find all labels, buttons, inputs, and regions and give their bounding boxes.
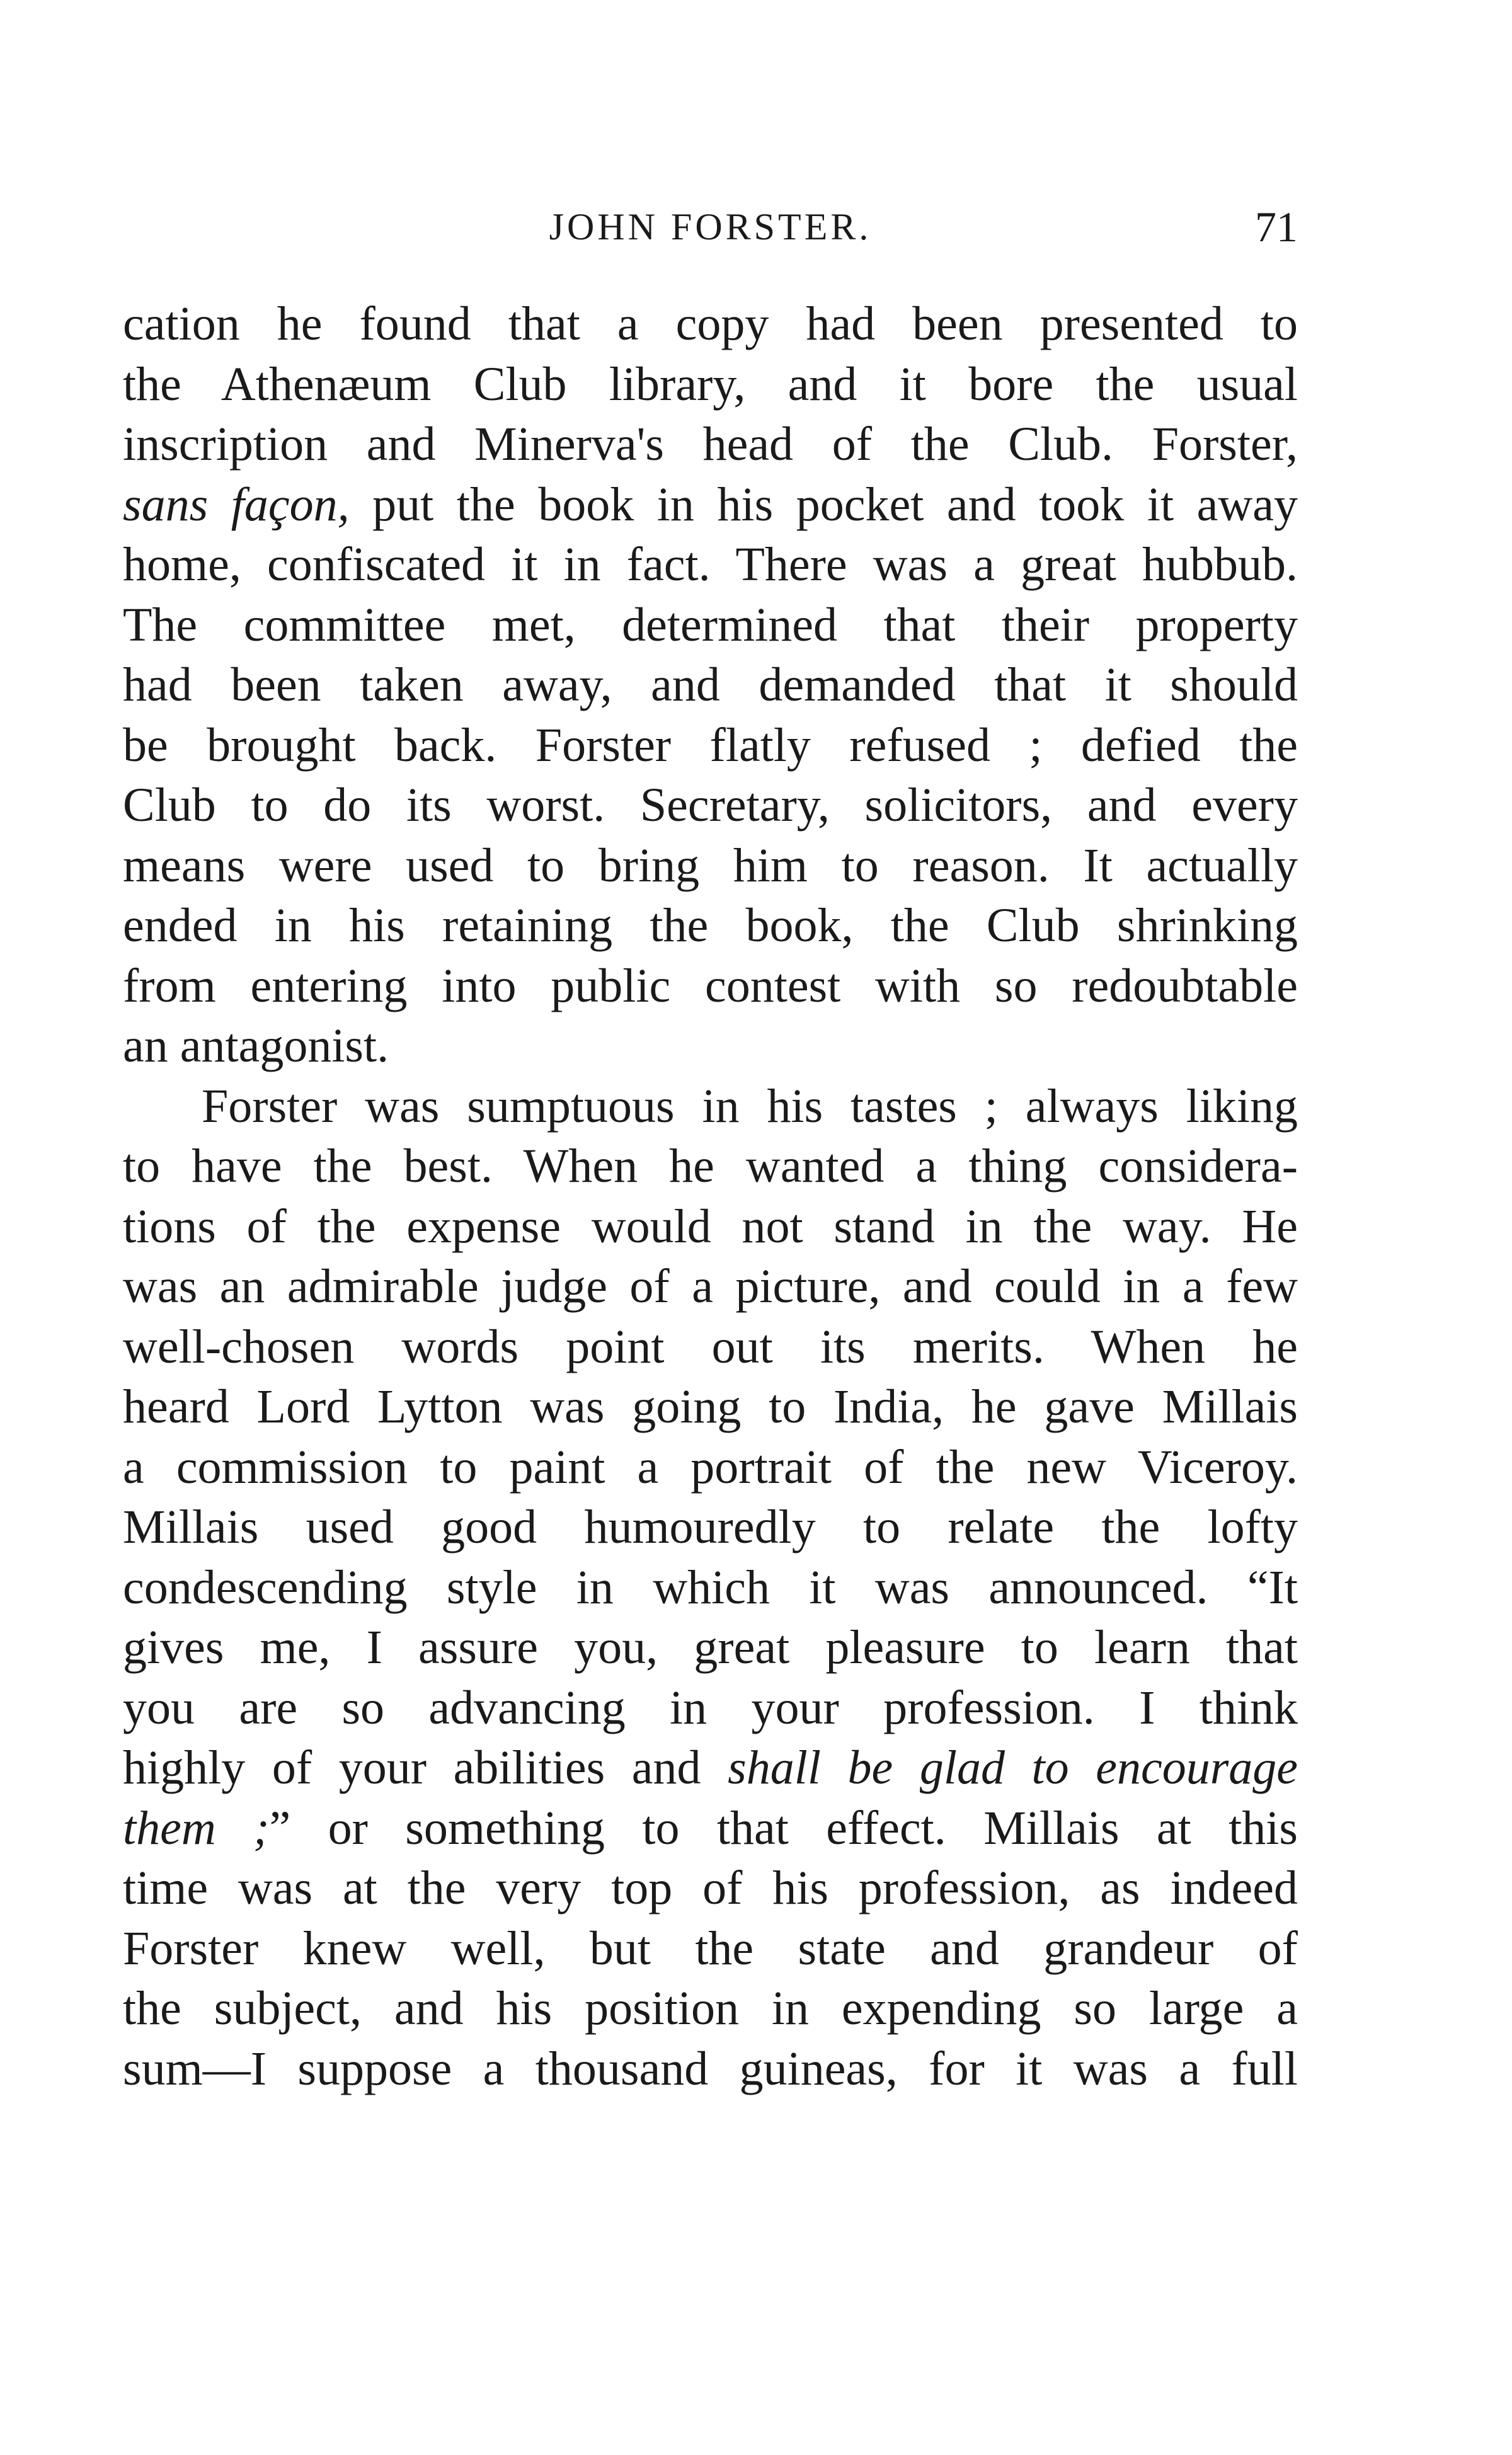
text-line: the Athenæum Club library, and it bore the usual <box>123 357 1298 411</box>
running-head <box>123 198 1298 255</box>
text-line: condescending style in which it was announced. “It <box>123 1560 1298 1614</box>
text-line: sum—I suppose a thousand guineas, for it was a full <box>123 2042 1298 2095</box>
text-line: be brought back. Forster flatly refused ; defied the <box>123 718 1298 772</box>
text-line: tions of the expense would not stand in the way. He <box>123 1199 1298 1253</box>
italic-phrase: shall be glad to encourage <box>728 1741 1298 1794</box>
italic-phrase: them ; <box>123 1801 270 1855</box>
paragraph-start-line: Forster was sumptuous in his tastes ; always liking <box>202 1079 1298 1133</box>
text-line: heard Lord Lytton was going to India, he gave Millais <box>123 1380 1298 1433</box>
text-line: Millais used good humouredly to relate the lofty <box>123 1501 1298 1554</box>
text-line: inscription and Minerva's head of the Club. Forster, <box>123 418 1298 471</box>
text-line: was an admirable judge of a picture, and could in a few <box>123 1260 1298 1313</box>
italic-phrase: sans façon, <box>123 478 350 531</box>
text-line: the subject, and his position in expending so large a <box>123 1982 1298 2035</box>
text-line: to have the best. When he wanted a thing considera- <box>123 1140 1298 1193</box>
text-line: you are so advancing in your profession. I think <box>123 1681 1298 1734</box>
text-line: gives me, I assure you, great pleasure to learn that <box>123 1621 1298 1674</box>
text-line: cation he found that a copy had been presented to <box>123 297 1298 350</box>
text-line: a commission to paint a portrait of the new Viceroy. <box>123 1440 1298 1494</box>
page-number: 71 <box>1255 203 1298 251</box>
text-line: ended in his retaining the book, the Club shrinking <box>123 899 1298 952</box>
text-line <box>123 475 1298 535</box>
text-line <box>123 1799 1298 1859</box>
text-line: had been taken away, and demanded that it should <box>123 658 1298 711</box>
text-line: well-chosen words point out its merits. When he <box>123 1320 1298 1373</box>
text-line: The committee met, determined that their property <box>123 598 1298 651</box>
line-lead: highly of your abilities and <box>123 1741 728 1794</box>
text-line: Club to do its worst. Secretary, solicitors, and every <box>123 779 1298 832</box>
text-line: time was at the very top of his profession, as indeed <box>123 1862 1298 1914</box>
body-text <box>123 294 1298 2099</box>
line-rest: ” or something to that effect. Millais at this <box>269 1801 1298 1855</box>
text-line: from entering into public contest with so redoubtable <box>123 959 1298 1012</box>
text-line: home, confiscated it in fact. There was a great hubbub. <box>123 538 1298 591</box>
line-rest: put the book in his pocket and took it away <box>349 478 1298 531</box>
running-title: JOHN FORSTER. <box>549 206 872 248</box>
text-line <box>123 1738 1298 1799</box>
text-line: Forster knew well, but the state and grandeur of <box>123 1921 1298 1975</box>
text-line: means were used to bring him to reason. It actually <box>123 838 1298 892</box>
paragraph-end-line: an antagonist. <box>123 1019 389 1072</box>
